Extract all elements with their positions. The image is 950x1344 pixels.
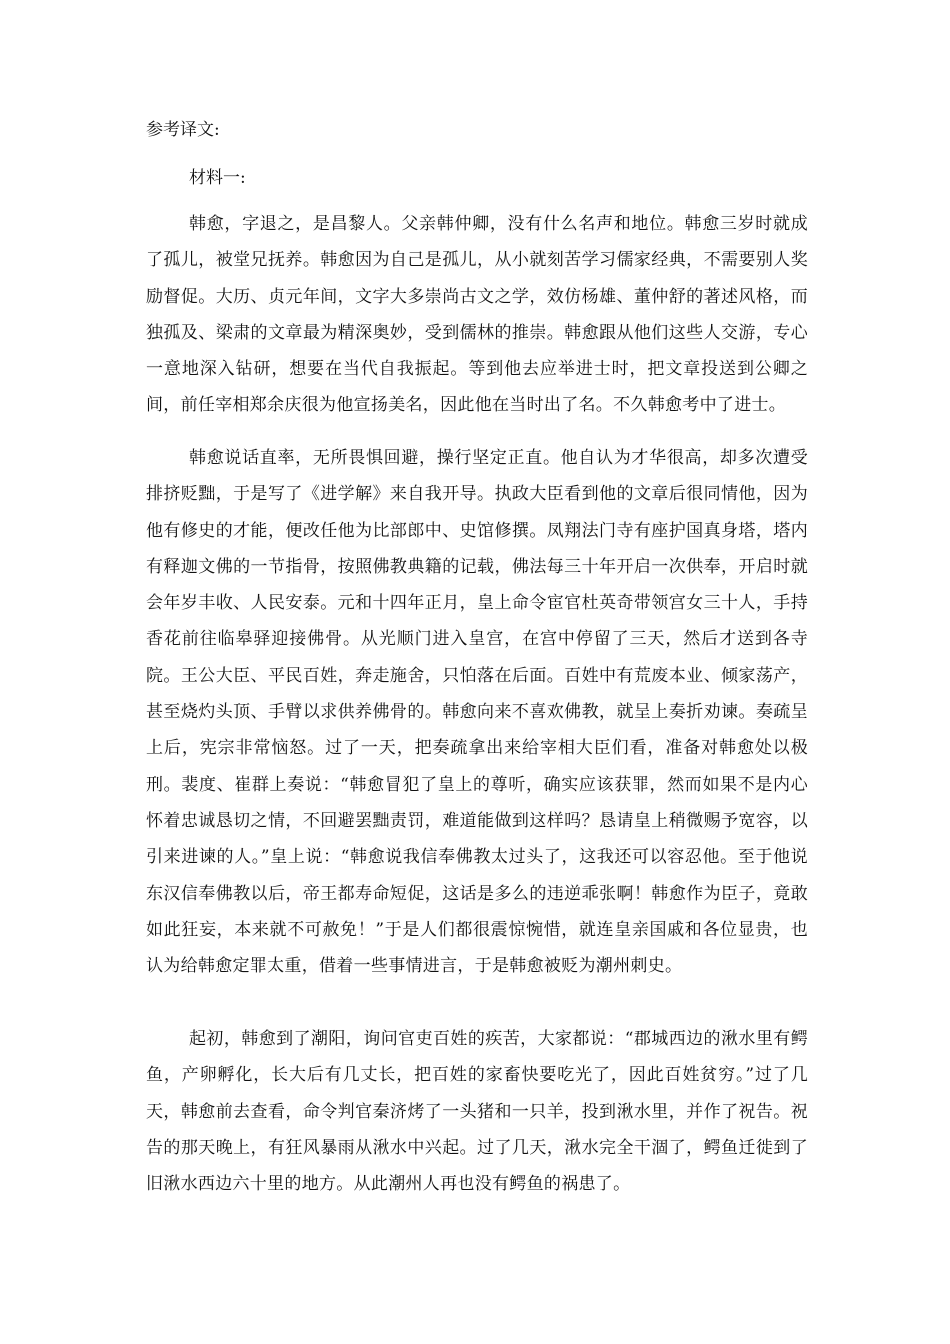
paragraph-3: 起初，韩愈到了潮阳，询问官吏百姓的疾苦，大家都说：“郡城西边的湫水里有鳄鱼，产卵孵化，长大后有几丈长，把百姓的家畜快要吃光了，因此百姓贫穷。”过了几天，韩愈前去查看，命令判官秦济烤了一头猪和一只羊，投到湫水里，并作了祝告。祝告的那天晚上，有狂风暴雨从湫水中兴起。过了几天，湫水完全干涸了，鳄鱼迁徙到了旧湫水西边六十里的地方。从此潮州人再也没有鳄鱼的祸患了。: [146, 1029, 808, 1195]
material-one-heading: 材料一:: [189, 168, 246, 188]
reference-translation-heading: 参考译文:: [146, 120, 220, 140]
paragraph-1: 韩愈，字退之，是昌黎人。父亲韩仲卿，没有什么名声和地位。韩愈三岁时就成了孤儿，被堂兄抚养。韩愈因为自己是孤儿，从小就刻苦学习儒家经典，不需要别人奖励督促。大历、贞元年间，文字大多崇尚古文之学，效仿杨雄、董仲舒的著述风格，而独孤及、梁肃的文章最为精深奥妙，受到儒林的推崇。韩愈跟从他们这些人交游，专心一意地深入钻研，想要在当代自我振起。等到他去应举进士时，把文章投送到公卿之间，前任宰相郑余庆很为他宣扬美名，因此他在当时出了名。不久韩愈考中了进士。: [146, 214, 808, 416]
paragraph-2: 韩愈说话直率，无所畏惧回避，操行坚定正直。他自认为才华很高，却多次遭受排挤贬黜，于是写了《进学解》来自我开导。执政大臣看到他的文章后很同情他，因为他有修史的才能，便改任他为比部郎中、史馆修撰。凤翔法门寺有座护国真身塔，塔内有释迦文佛的一节指骨，按照佛教典籍的记载，佛法每三十年开启一次供奉，开启时就会年岁丰收、人民安泰。元和十四年正月，皇上命令宦官杜英奇带领宫女三十人，手持香花前往临皋驿迎接佛骨。从光顺门进入皇宫，在宫中停留了三天，然后才送到各寺院。王公大臣、平民百姓，奔走施舍，只怕落在后面。百姓中有荒废本业、倾家荡产，甚至烧灼头顶、手臂以求供养佛骨的。韩愈向来不喜欢佛教，就呈上奏折劝谏。奏疏呈上后，宪宗非常恼怒。过了一天，把奏疏拿出来给宰相大臣们看，准备对韩愈处以极刑。裴度、崔群上奏说：“韩愈冒犯了皇上的尊听，确实应该获罪，然而如果不是内心怀着忠诚恳切之情，不回避罢黜责罚，难道能做到这样吗？恳请皇上稍微赐予宽容，以引来进谏的人。”皇上说：“韩愈说我信奉佛教太过头了，这我还可以容忍他。至于他说东汉信奉佛教以后，帝王都寿命短促，这话是多么的违逆乖张啊！韩愈作为臣子，竟敢如此狂妄，本来就不可赦免！”于是人们都很震惊惋惜，就连皇亲国戚和各位显贵，也认为给韩愈定罪太重，借着一些事情进言，于是韩愈被贬为潮州刺史。: [146, 448, 808, 977]
